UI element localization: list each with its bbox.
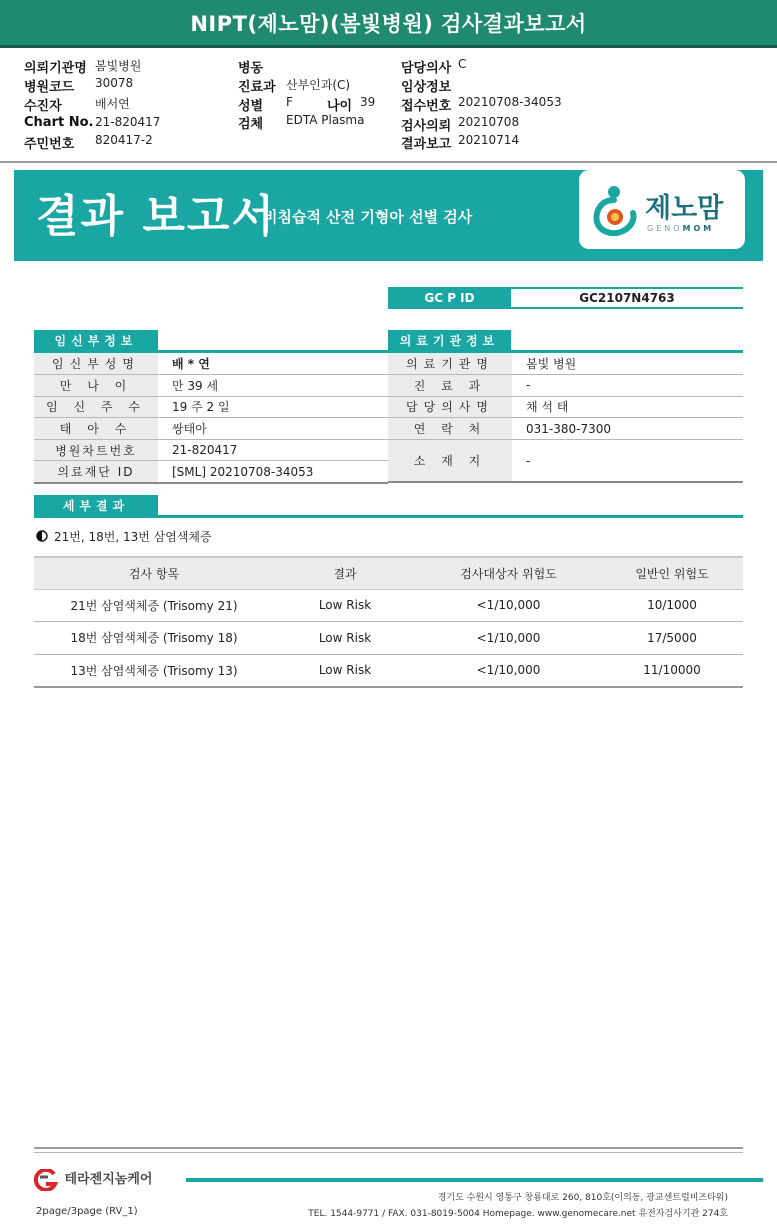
header-value: 30078: [95, 76, 134, 90]
row-value: 만 39 세: [158, 375, 388, 397]
result-cell: Low Risk: [274, 589, 416, 622]
row-value: 031-380-7300: [512, 418, 743, 440]
header-divider: [0, 161, 777, 163]
hospital-info-header: 의료기관정보: [388, 330, 511, 352]
table-row: [34, 654, 743, 687]
header-label: 나이: [327, 99, 353, 114]
row-value: 배 * 연: [158, 353, 388, 375]
details-summary: [36, 528, 212, 545]
header-value: 21-820417: [95, 115, 161, 129]
table-row: [388, 418, 743, 440]
gcp-id-value: GC2107N4763: [511, 287, 743, 309]
row-key: 임신부성명: [34, 353, 158, 375]
result-cell: Low Risk: [274, 654, 416, 687]
table-row: [34, 353, 388, 375]
row-value: -: [512, 375, 743, 397]
table-row: [388, 396, 743, 418]
header-value: EDTA Plasma: [286, 113, 365, 127]
test-item-cell: 21번 삼염색체증 (Trisomy 21): [34, 589, 274, 622]
column-header: 검사대상자 위험도: [416, 557, 601, 589]
table-row: [34, 396, 388, 418]
header-value: 20210714: [458, 133, 520, 147]
general-risk-cell: 17/5000: [601, 622, 743, 655]
row-key: 담당의사명: [388, 396, 512, 418]
general-risk-cell: 10/1000: [601, 589, 743, 622]
header-label: 진료과: [238, 80, 276, 95]
section-rule: [34, 515, 743, 518]
logo-name: 제노맘: [645, 193, 724, 224]
result-banner: [14, 170, 763, 261]
column-header: 검사 항목: [34, 557, 274, 589]
row-key: 병원차트번호: [34, 439, 158, 461]
row-key: 만 나 이: [34, 375, 158, 397]
footer-address: 경기도 수원시 영통구 창룡대로 260, 810호(이의동, 광교센트럴비즈타워): [437, 1193, 728, 1203]
subject-risk-cell: <1/10,000: [416, 622, 601, 655]
row-value: 21-820417: [158, 439, 388, 461]
header-label: 접수번호: [401, 99, 452, 114]
header-label: 검체: [238, 117, 264, 132]
header-value: 봄빛병원: [95, 59, 142, 73]
footer-accent-bar: [186, 1178, 763, 1182]
header-value: 배서연: [95, 97, 130, 111]
table-header-row: [34, 557, 743, 589]
half-circle-icon: [36, 530, 48, 542]
terragen-logo: [30, 1168, 152, 1191]
row-key: 의료기관명: [388, 353, 512, 375]
banner-title: 결과 보고서: [36, 191, 276, 242]
pregnant-info-header: 임신부정보: [34, 330, 158, 352]
page-number: 2page/3page (RV_1): [36, 1206, 138, 1217]
test-item-cell: 13번 삼염색체증 (Trisomy 13): [34, 654, 274, 687]
table-row: [34, 622, 743, 655]
details-header: 세부결과: [34, 495, 158, 517]
table-row: [388, 353, 743, 375]
header-value: F: [286, 95, 293, 109]
header-label: 담당의사: [401, 61, 452, 76]
row-value: 쌍태아: [158, 418, 388, 440]
subject-risk-cell: <1/10,000: [416, 589, 601, 622]
table-row: [388, 439, 743, 482]
footer-divider: [34, 1147, 743, 1149]
row-value: -: [512, 439, 743, 482]
pregnant-info-table: [34, 353, 388, 484]
table-row: [388, 375, 743, 397]
row-value: [SML] 20210708-34053: [158, 461, 388, 483]
gcp-id-label: GC P ID: [388, 287, 511, 309]
result-cell: Low Risk: [274, 622, 416, 655]
column-header: 일반인 위험도: [601, 557, 743, 589]
table-row: [34, 375, 388, 397]
header-label: 병원코드: [24, 80, 75, 95]
row-key: 임 신 주 수: [34, 396, 158, 418]
header-label: 병동: [238, 61, 264, 76]
company-name: 테라젠지놈케어: [64, 1172, 153, 1187]
table-row: [34, 418, 388, 440]
row-key: 의료재단 ID: [34, 461, 158, 483]
footer-divider: [34, 1152, 743, 1153]
terragen-logo-icon: [30, 1169, 60, 1191]
row-key: 진 료 과: [388, 375, 512, 397]
table-row: [34, 461, 388, 483]
header-label: Chart No.: [24, 115, 94, 130]
header-value: 20210708-34053: [458, 95, 562, 109]
header-value: 20210708: [458, 115, 520, 129]
header-label: 임상정보: [401, 80, 452, 95]
header-value: 820417-2: [95, 133, 153, 147]
results-table: [34, 556, 743, 688]
header-label: 의뢰기관명: [24, 61, 87, 76]
header-value: 산부인과(C): [286, 78, 351, 92]
genomom-logo-icon: [593, 180, 639, 236]
column-header: 결과: [274, 557, 416, 589]
general-risk-cell: 11/10000: [601, 654, 743, 687]
patient-header: [0, 51, 777, 161]
header-value: C: [458, 57, 467, 71]
header-value: 39: [360, 95, 376, 109]
subject-risk-cell: <1/10,000: [416, 654, 601, 687]
header-label: 결과보고: [401, 137, 452, 152]
row-value: 19 주 2 일: [158, 396, 388, 418]
row-key: 소 재 지: [388, 439, 512, 482]
row-key: 태 아 수: [34, 418, 158, 440]
report-title: NIPT(제노맘)(봄빛병원) 검사결과보고서: [0, 0, 777, 48]
header-label: 수진자: [24, 99, 62, 114]
genomom-logo: [579, 170, 745, 249]
logo-subtitle: GENOMOM: [647, 224, 715, 233]
table-row: [34, 589, 743, 622]
header-label: 검사의뢰: [401, 119, 452, 134]
row-value: 봄빛 병원: [512, 353, 743, 375]
header-label: 성별: [238, 99, 264, 114]
banner-subtitle: 비침습적 산전 기형아 선별 검사: [263, 208, 473, 226]
row-value: 채 석 태: [512, 396, 743, 418]
table-row: [34, 439, 388, 461]
header-label: 주민번호: [24, 137, 75, 152]
test-item-cell: 18번 삼염색체증 (Trisomy 18): [34, 622, 274, 655]
row-key: 연 락 처: [388, 418, 512, 440]
summary-text: 21번, 18번, 13번 삼염색체증: [54, 530, 212, 544]
footer-contact: TEL. 1544-9771 / FAX. 031-8019-5004 Homepage. www.genomecare.net 유전자검사기관 274호: [308, 1209, 728, 1219]
hospital-info-table: [388, 353, 743, 483]
